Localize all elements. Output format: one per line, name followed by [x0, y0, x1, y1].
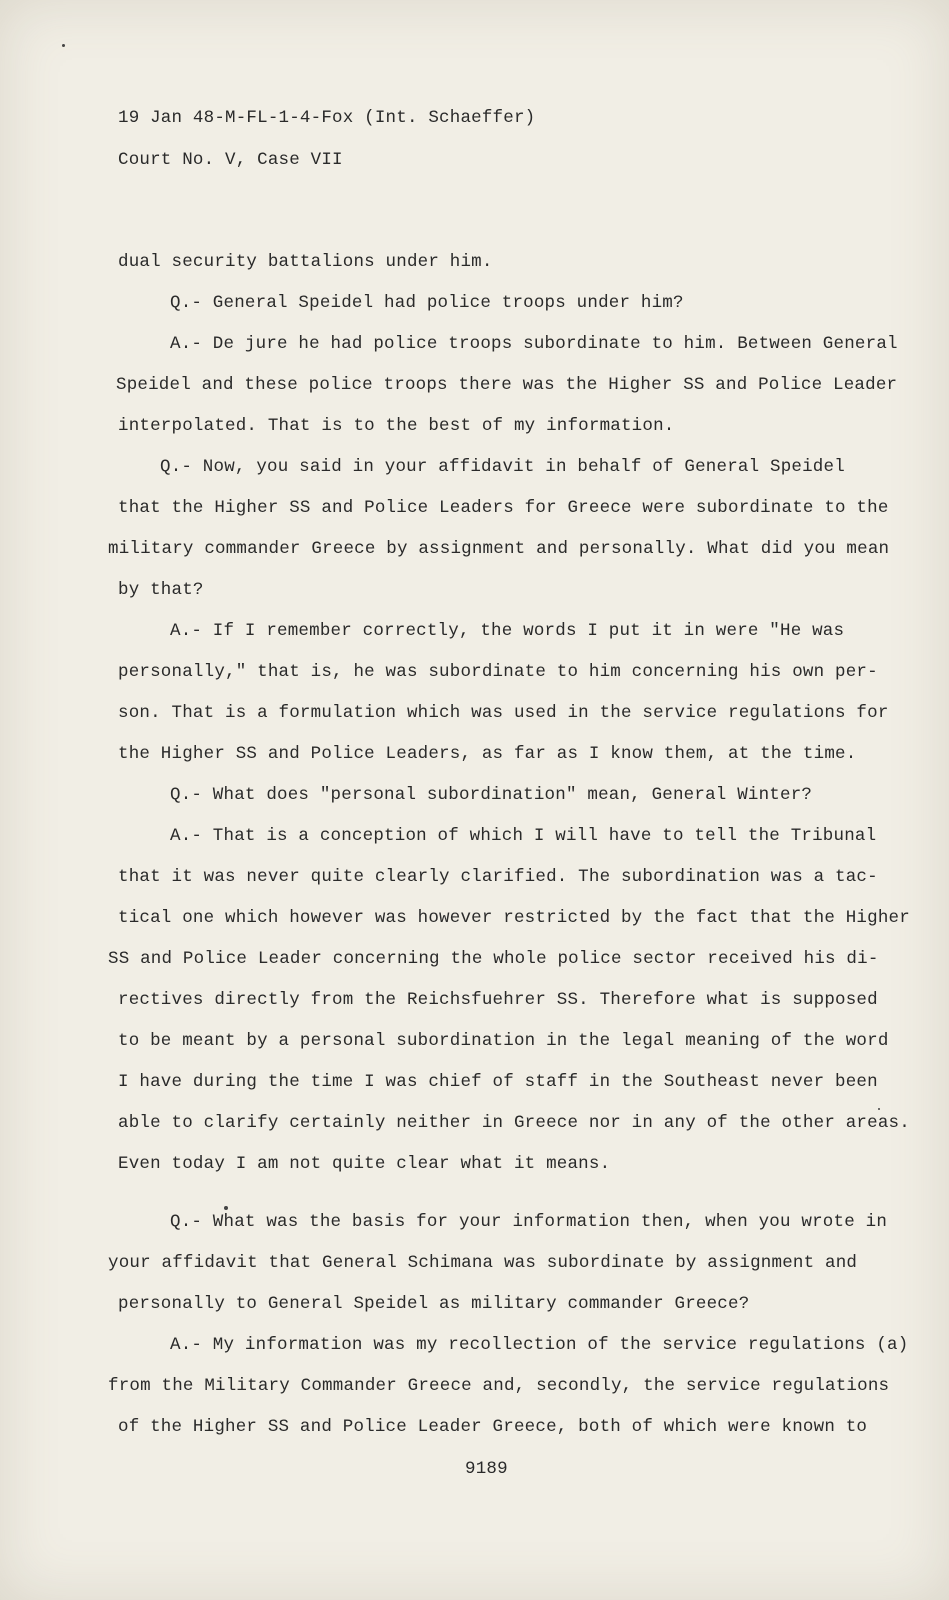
- transcript-line: by that?: [118, 580, 204, 600]
- transcript-line: Q.- What does "personal subordination" mean, General Winter?: [170, 785, 813, 805]
- transcript-line: to be meant by a personal subordination in the legal meaning of the word: [118, 1031, 889, 1051]
- scan-speck: [62, 44, 65, 47]
- transcript-line: Q.- What was the basis for your information then, when you wrote in: [170, 1212, 888, 1232]
- transcript-line: SS and Police Leader concerning the whole police sector received his di-: [108, 949, 879, 969]
- transcript-line: tical one which however was however restricted by the fact that the Higher: [118, 908, 910, 928]
- transcript-line: the Higher SS and Police Leaders, as far as I know them, at the time.: [118, 744, 857, 764]
- transcript-line: that the Higher SS and Police Leaders for Greece were subordinate to the: [118, 498, 889, 518]
- transcript-line: personally," that is, he was subordinate to him concerning his own per-: [118, 662, 878, 682]
- transcript-line: Q.- Now, you said in your affidavit in behalf of General Speidel: [160, 457, 845, 477]
- page-number: 9189: [465, 1459, 508, 1479]
- transcript-line: Even today I am not quite clear what it means.: [118, 1154, 611, 1174]
- transcript-line: that it was never quite clearly clarified. The subordination was a tac-: [118, 867, 878, 887]
- transcript-line: military commander Greece by assignment and personally. What did you mean: [108, 539, 890, 559]
- transcript-line: I have during the time I was chief of staff in the Southeast never been: [118, 1072, 878, 1092]
- transcript-line: interpolated. That is to the best of my information.: [118, 416, 675, 436]
- header-reference-line: 19 Jan 48-M-FL-1-4-Fox (Int. Schaeffer): [118, 108, 536, 128]
- transcript-line: Q.- General Speidel had police troops under him?: [170, 293, 684, 313]
- transcript-line: rectives directly from the Reichsfuehrer SS. Therefore what is supposed: [118, 990, 878, 1010]
- transcript-line: Speidel and these police troops there was the Higher SS and Police Leader: [116, 375, 898, 395]
- transcript-line: son. That is a formulation which was used in the service regulations for: [118, 703, 889, 723]
- transcript-line: personally to General Speidel as military commander Greece?: [118, 1294, 750, 1314]
- transcript-line: from the Military Commander Greece and, secondly, the service regulations: [108, 1376, 890, 1396]
- transcript-line: A.- If I remember correctly, the words I put it in were "He was: [170, 621, 845, 641]
- transcript-line: dual security battalions under him.: [118, 252, 493, 272]
- transcript-line: A.- De jure he had police troops subordinate to him. Between General: [170, 334, 898, 354]
- transcript-line: A.- That is a conception of which I will have to tell the Tribunal: [170, 826, 877, 846]
- transcript-line: able to clarify certainly neither in Greece nor in any of the other areas.: [118, 1113, 910, 1133]
- scan-speck: [878, 1108, 880, 1110]
- transcript-line: of the Higher SS and Police Leader Greece, both of which were known to: [118, 1417, 868, 1437]
- transcript-line: A.- My information was my recollection of the service regulations (a): [170, 1335, 909, 1355]
- scan-speck: [224, 1206, 228, 1210]
- transcript-line: your affidavit that General Schimana was subordinate by assignment and: [108, 1253, 858, 1273]
- header-court-line: Court No. V, Case VII: [118, 150, 343, 170]
